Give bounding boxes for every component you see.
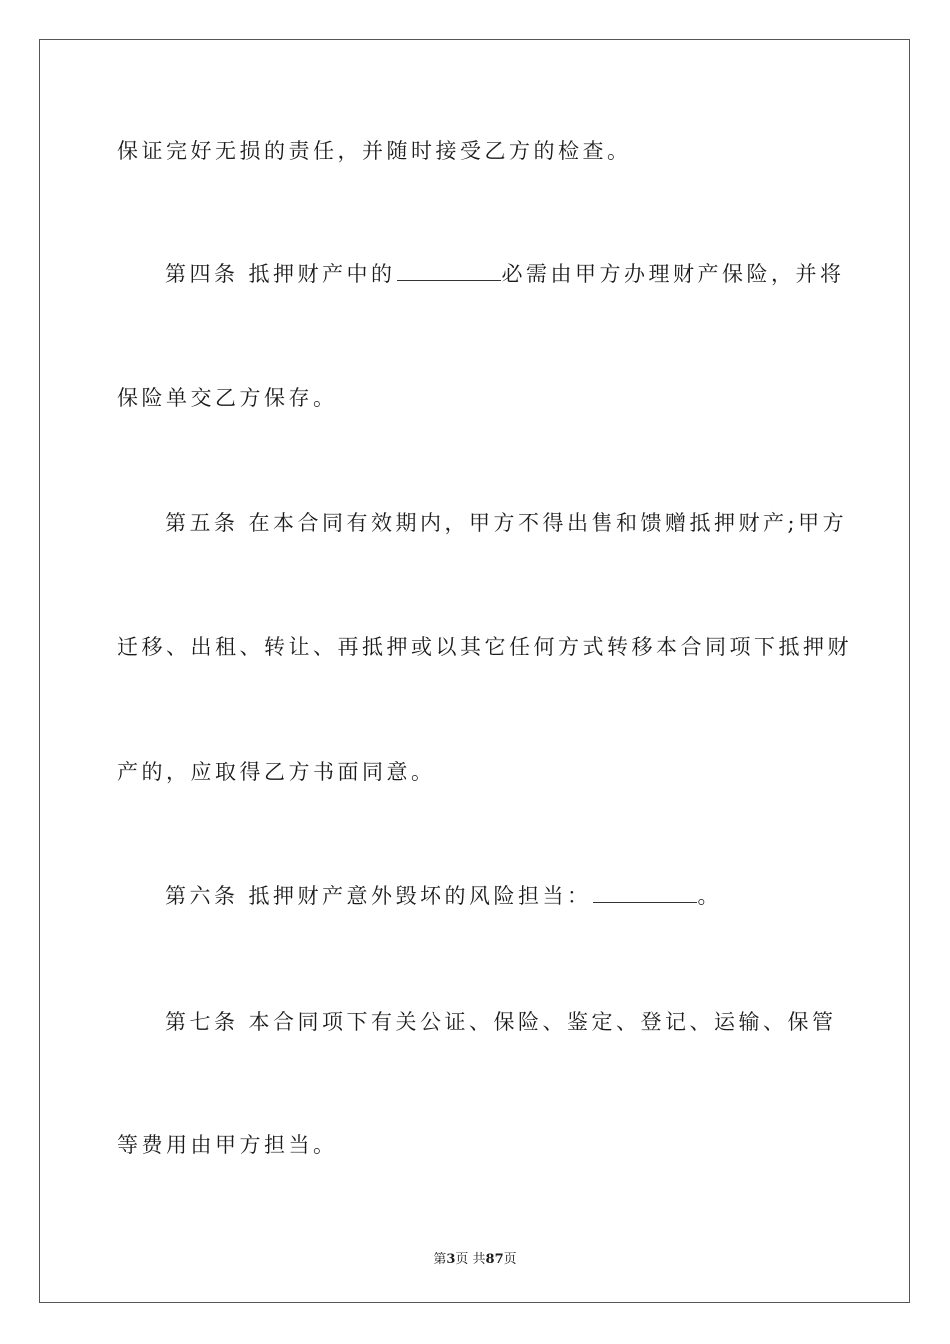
article-text: 本合同项下有关公证、保险、鉴定、登记、运输、保管 xyxy=(248,1010,837,1034)
text-line: 产的，应取得乙方书面同意。 xyxy=(117,760,436,784)
footer-mid: 页 共 xyxy=(455,1252,486,1267)
page-footer xyxy=(0,1248,950,1267)
text-line: 保证完好无损的责任，并随时接受乙方的检查。 xyxy=(117,139,632,163)
fill-in-blank xyxy=(593,884,697,903)
article-number: 第四条 xyxy=(165,262,239,286)
article-number: 第五条 xyxy=(165,511,239,535)
text-line: 迁移、出租、转让、再抵押或以其它任何方式转移本合同项下抵押财 xyxy=(117,635,852,659)
article-4 xyxy=(165,259,885,289)
total-pages-number: 87 xyxy=(485,1252,504,1267)
article-text: 在本合同有效期内，甲方不得出售和馈赠抵押财产;甲方 xyxy=(248,511,848,535)
article-text: 必需由甲方办理财产保险，并将 xyxy=(501,262,845,286)
article-number: 第六条 xyxy=(165,884,239,908)
article-text: 。 xyxy=(697,884,722,908)
fill-in-blank xyxy=(397,262,501,281)
article-7 xyxy=(165,1007,885,1037)
text-line: 保险单交乙方保存。 xyxy=(117,386,338,410)
article-text: 抵押财产中的 xyxy=(248,262,396,286)
article-5 xyxy=(165,508,885,538)
current-page-number: 3 xyxy=(446,1252,456,1267)
article-text: 抵押财产意外毁坏的风险担当： xyxy=(248,884,592,908)
article-number: 第七条 xyxy=(165,1010,239,1034)
footer-prefix: 第 xyxy=(433,1252,447,1267)
page-frame xyxy=(39,39,910,1303)
footer-suffix: 页 xyxy=(503,1252,517,1267)
article-6 xyxy=(165,881,885,911)
text-line: 等费用由甲方担当。 xyxy=(117,1133,338,1157)
